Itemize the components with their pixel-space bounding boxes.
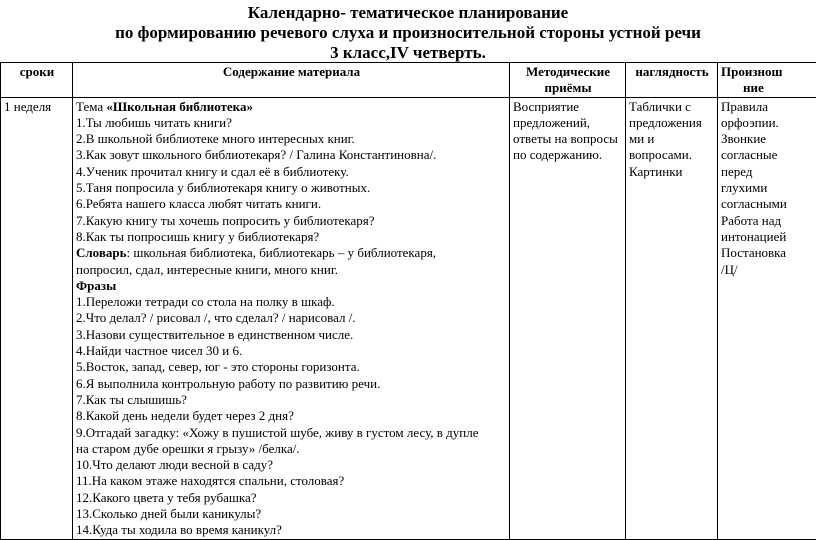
list-item: 6.Я выполнила контрольную работу по развитию речи. bbox=[76, 376, 507, 392]
methods-line: Восприятие bbox=[513, 99, 623, 115]
table-row bbox=[1, 97, 816, 539]
pron-line: согласными bbox=[721, 196, 816, 212]
title-line-1: Календарно- тематическое планирование bbox=[0, 3, 816, 23]
list-item: 12.Какого цвета у тебя рубашка? bbox=[76, 490, 507, 506]
list-item: 13.Сколько дней были каникулы? bbox=[76, 506, 507, 522]
visual-line: предложения bbox=[629, 115, 715, 131]
list-item: 4.Найди частное чисел 30 и 6. bbox=[76, 343, 507, 359]
methods-cell bbox=[510, 97, 626, 539]
list-item: 10.Что делают люди весной в саду? bbox=[76, 457, 507, 473]
visual-line: Таблички с bbox=[629, 99, 715, 115]
list-item: 5.Восток, запад, север, юг - это стороны горизонта. bbox=[76, 359, 507, 375]
header-methods-line-1: Методические bbox=[526, 64, 610, 79]
pron-line: /Ц/ bbox=[721, 262, 816, 278]
header-methods bbox=[510, 63, 626, 98]
pron-line: Постановка bbox=[721, 245, 816, 261]
topic-prefix: Тема bbox=[76, 99, 106, 114]
list-item: 2.Что делал? / рисовал /, что сделал? / нарисовал /. bbox=[76, 310, 507, 326]
list-item: 7.Как ты слышишь? bbox=[76, 392, 507, 408]
header-pron-line-2: ние bbox=[721, 80, 764, 95]
pron-line: Работа над bbox=[721, 213, 816, 229]
period-cell: 1 неделя bbox=[1, 97, 73, 539]
pron-line: перед bbox=[721, 164, 816, 180]
title-line-2: по формированию речевого слуха и произносительной стороны устной речи bbox=[0, 23, 816, 43]
pron-line: орфоэпии. bbox=[721, 115, 816, 131]
list-item: на старом дубе орешки я грызу» /белка/. bbox=[76, 441, 507, 457]
list-item: 8.Какой день недели будет через 2 дня? bbox=[76, 408, 507, 424]
list-item: 5.Таня попросила у библиотекаря книгу о животных. bbox=[76, 180, 507, 196]
header-visual: наглядность bbox=[626, 63, 718, 98]
visual-line: ми и bbox=[629, 131, 715, 147]
header-pron-line-1: Произнош bbox=[721, 64, 783, 79]
methods-line: ответы на вопросы bbox=[513, 131, 623, 147]
list-item: 6.Ребята нашего класса любят читать книги. bbox=[76, 196, 507, 212]
vocab-line-2: попросил, сдал, интересные книги, много книг. bbox=[76, 262, 507, 278]
header-methods-line-2: приёмы bbox=[545, 80, 592, 95]
list-item: 4.Ученик прочитал книгу и сдал её в библиотеку. bbox=[76, 164, 507, 180]
pron-line: Правила bbox=[721, 99, 816, 115]
topic-title: «Школьная библиотека» bbox=[106, 99, 253, 114]
visual-line: вопросами. bbox=[629, 147, 715, 163]
header-period: сроки bbox=[1, 63, 73, 98]
content-cell bbox=[73, 97, 510, 539]
list-item: 8.Как ты попросишь книгу у библиотекаря? bbox=[76, 229, 507, 245]
phrases-label bbox=[76, 278, 507, 294]
visual-cell bbox=[626, 97, 718, 539]
header-row bbox=[1, 63, 816, 98]
vocab-text-1: : школьная библиотека, библиотекарь – у библиотекаря, bbox=[126, 245, 436, 260]
vocab-label: Словарь bbox=[76, 245, 126, 260]
pron-line: глухими bbox=[721, 180, 816, 196]
list-item: 3.Назови существительное в единственном числе. bbox=[76, 327, 507, 343]
methods-line: по содержанию. bbox=[513, 147, 623, 163]
title-line-3: 3 класс,IV четверть. bbox=[0, 43, 816, 63]
header-content: Содержание материала bbox=[73, 63, 510, 98]
pronunciation-cell bbox=[718, 97, 816, 539]
list-item: 11.На каком этаже находятся спальни, столовая? bbox=[76, 473, 507, 489]
phrases-list bbox=[76, 294, 507, 538]
vocab-line-1 bbox=[76, 245, 507, 261]
list-item: 3.Как зовут школьного библиотекаря? / Галина Константиновна/. bbox=[76, 147, 507, 163]
pron-line: согласные bbox=[721, 147, 816, 163]
pron-line: интонацией bbox=[721, 229, 816, 245]
header-pronunciation bbox=[718, 63, 816, 98]
list-item: 1.Ты любишь читать книги? bbox=[76, 115, 507, 131]
list-item: 1.Переложи тетради со стола на полку в шкаф. bbox=[76, 294, 507, 310]
list-item: 2.В школьной библиотеке много интересных книг. bbox=[76, 131, 507, 147]
topic-line bbox=[76, 99, 507, 115]
questions-list bbox=[76, 115, 507, 245]
plan-table bbox=[0, 62, 816, 540]
methods-line: предложений, bbox=[513, 115, 623, 131]
list-item: 7.Какую книгу ты хочешь попросить у библиотекаря? bbox=[76, 213, 507, 229]
list-item: 14.Куда ты ходила во время каникул? bbox=[76, 522, 507, 538]
pron-line: Звонкие bbox=[721, 131, 816, 147]
list-item: 9.Отгадай загадку: «Хожу в пушистой шубе, живу в густом лесу, в дупле bbox=[76, 425, 507, 441]
document-title bbox=[0, 3, 816, 63]
visual-line: Картинки bbox=[629, 164, 715, 180]
phrases-label-text: Фразы bbox=[76, 278, 116, 293]
